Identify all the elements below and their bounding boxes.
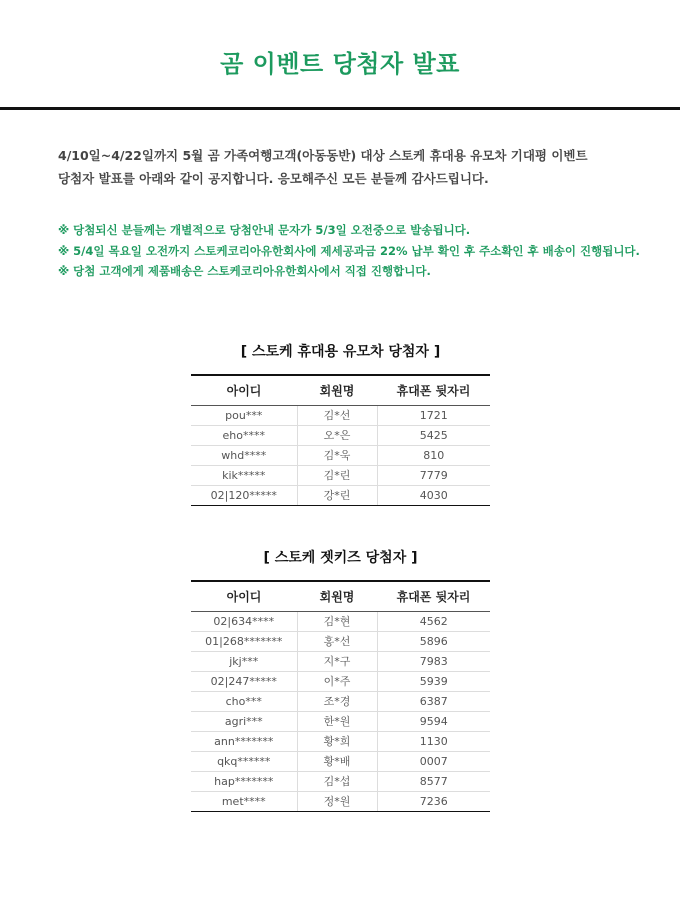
- notice-item: ※ 당첨 고객에게 제품배송은 스토케코리아유한회사에서 직접 진행합니다.: [58, 264, 431, 278]
- column-header-name: 회원명: [297, 375, 377, 405]
- cell-phone: 0007: [377, 751, 490, 771]
- jetkids-winners-section: [191, 547, 490, 812]
- table-row: [191, 425, 490, 445]
- table-header-row: [191, 581, 490, 611]
- cell-id: eho****: [191, 425, 297, 445]
- cell-id: 02|634****: [191, 611, 297, 631]
- cell-id: met****: [191, 791, 297, 811]
- cell-name: 홍*선: [297, 631, 377, 651]
- cell-id: 02|120*****: [191, 485, 297, 505]
- winners-table: [191, 580, 490, 812]
- cell-phone: 7983: [377, 651, 490, 671]
- table-row: [191, 485, 490, 505]
- notice-list: [58, 220, 640, 282]
- cell-name: 정*원: [297, 791, 377, 811]
- cell-name: 오*은: [297, 425, 377, 445]
- cell-id: 02|247*****: [191, 671, 297, 691]
- cell-phone: 5896: [377, 631, 490, 651]
- cell-phone: 7779: [377, 465, 490, 485]
- table-row: [191, 731, 490, 751]
- table-row: [191, 465, 490, 485]
- table-row: [191, 711, 490, 731]
- notice-item: ※ 당첨되신 분들께는 개별적으로 당첨안내 문자가 5/3일 오전중으로 발송됩니다.: [58, 223, 471, 237]
- column-header-id: 아이디: [191, 375, 297, 405]
- column-header-name: 회원명: [297, 581, 377, 611]
- notice-item: ※ 5/4일 목요일 오전까지 스토케코리아유한회사에 제세공과금 22% 납부 확인 후 주소확인 후 배송이 진행됩니다.: [58, 243, 640, 258]
- table-row: [191, 791, 490, 811]
- cell-name: 황*희: [297, 731, 377, 751]
- cell-id: 01|268*******: [191, 631, 297, 651]
- header: [0, 0, 680, 110]
- cell-id: jkj***: [191, 651, 297, 671]
- cell-id: whd****: [191, 445, 297, 465]
- cell-name: 김*섭: [297, 771, 377, 791]
- cell-phone: 1721: [377, 405, 490, 425]
- cell-phone: 6387: [377, 691, 490, 711]
- cell-id: ann*******: [191, 731, 297, 751]
- section-title: [ 스토케 휴대용 유모차 당첨자 ]: [240, 344, 441, 360]
- cell-name: 조*경: [297, 691, 377, 711]
- cell-phone: 8577: [377, 771, 490, 791]
- cell-name: 김*선: [297, 405, 377, 425]
- page-title: 곰 이벤트 당첨자 발표: [220, 50, 460, 78]
- table-row: [191, 671, 490, 691]
- winners-table: [191, 374, 490, 506]
- cell-phone: 5425: [377, 425, 490, 445]
- table-row: [191, 631, 490, 651]
- column-header-id: 아이디: [191, 581, 297, 611]
- cell-phone: 4562: [377, 611, 490, 631]
- column-header-phone: 휴대폰 뒷자리: [377, 375, 490, 405]
- cell-id: cho***: [191, 691, 297, 711]
- table-row: [191, 611, 490, 631]
- column-header-phone: 휴대폰 뒷자리: [377, 581, 490, 611]
- cell-id: qkq******: [191, 751, 297, 771]
- cell-id: pou***: [191, 405, 297, 425]
- intro-line: 당첨자 발표를 아래와 같이 공지합니다. 응모해주신 모든 분들께 감사드립니다.: [58, 171, 489, 186]
- cell-name: 강*린: [297, 485, 377, 505]
- cell-phone: 1130: [377, 731, 490, 751]
- table-body: [191, 611, 490, 811]
- intro-line: 4/10일~4/22일까지 5월 곰 가족여행고객(아동동반) 대상 스토케 휴대용 유모차 기대평 이벤트: [58, 148, 588, 163]
- table-row: [191, 405, 490, 425]
- stroller-winners-section: [191, 341, 490, 506]
- table-row: [191, 651, 490, 671]
- table-body: [191, 405, 490, 505]
- cell-name: 김*욱: [297, 445, 377, 465]
- cell-name: 김*린: [297, 465, 377, 485]
- cell-name: 김*현: [297, 611, 377, 631]
- cell-name: 이*주: [297, 671, 377, 691]
- intro-text: [58, 144, 588, 190]
- cell-name: 지*구: [297, 651, 377, 671]
- cell-id: agri***: [191, 711, 297, 731]
- cell-name: 황*배: [297, 751, 377, 771]
- cell-id: hap*******: [191, 771, 297, 791]
- section-title: [ 스토케 젯키즈 당첨자 ]: [263, 550, 418, 566]
- table-row: [191, 445, 490, 465]
- cell-phone: 4030: [377, 485, 490, 505]
- cell-id: kik*****: [191, 465, 297, 485]
- cell-phone: 5939: [377, 671, 490, 691]
- table-row: [191, 691, 490, 711]
- cell-phone: 7236: [377, 791, 490, 811]
- table-header-row: [191, 375, 490, 405]
- cell-phone: 810: [377, 445, 490, 465]
- table-row: [191, 771, 490, 791]
- cell-phone: 9594: [377, 711, 490, 731]
- table-row: [191, 751, 490, 771]
- cell-name: 한*원: [297, 711, 377, 731]
